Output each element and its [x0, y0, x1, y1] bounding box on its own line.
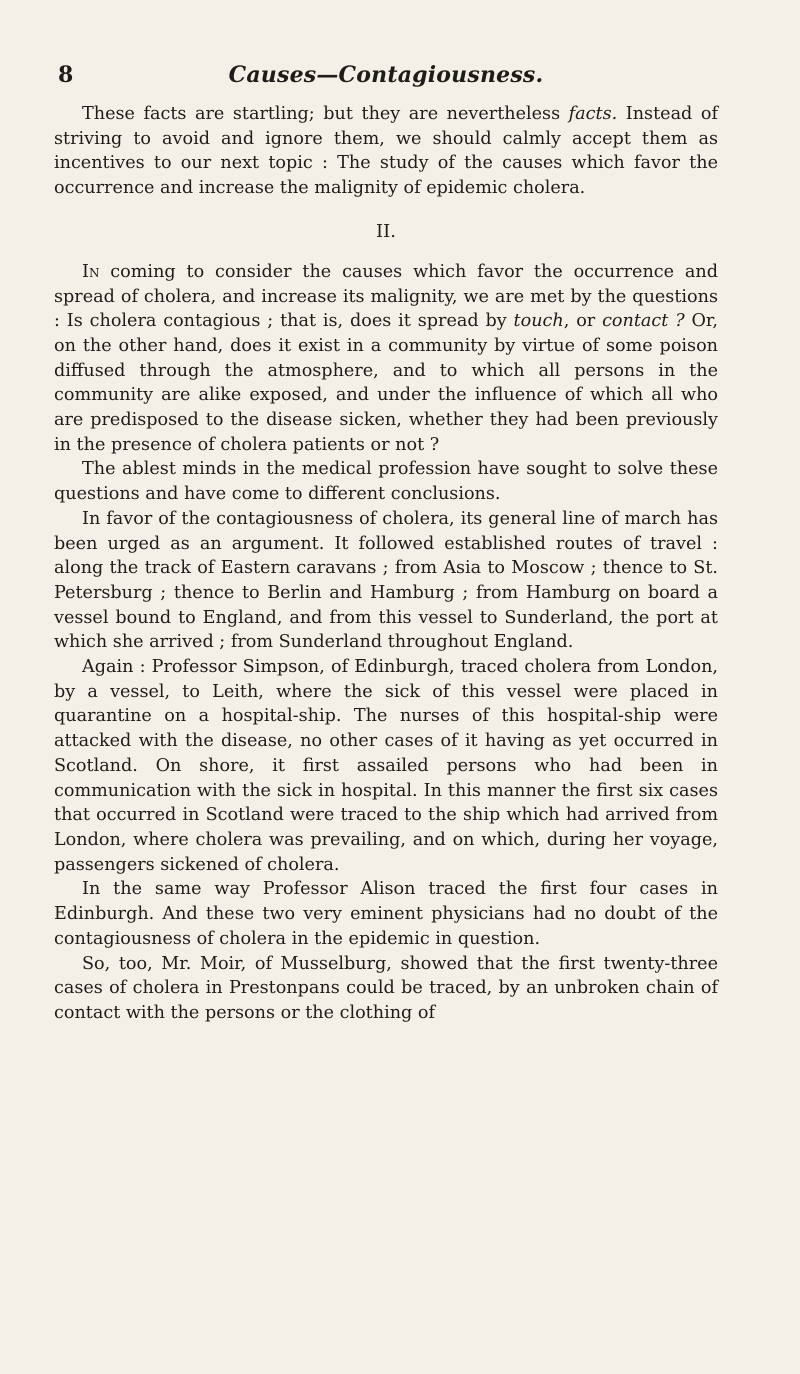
paragraph	[54, 457, 718, 506]
running-header	[54, 62, 718, 96]
text-run: coming to consider the causes which favor the occurrence and spread of cholera, and increase its malignity, we are met by the questions : Is cholera contagious ; that is, does it spread by	[54, 261, 718, 332]
text-block-after-section	[54, 260, 718, 1026]
text-run: So, too, Mr. Moir, of Musselburg, showed that the first twenty-three cases of cholera in Prestonpans could be traced, by an unbroken chain of contact with the persons or the clothing of	[54, 953, 718, 1023]
section-number: II.	[376, 220, 396, 242]
text-run: , or	[563, 311, 603, 332]
paragraph	[54, 260, 718, 458]
text-run: The ablest minds in the medical profession have sought to solve these questions and have come to different conclusions.	[54, 459, 718, 505]
text-block-before-section	[54, 102, 718, 201]
paragraph	[54, 952, 718, 1026]
text-run: touch	[513, 311, 564, 332]
paragraph	[54, 102, 718, 201]
text-run: facts.	[568, 104, 618, 124]
text-run: In the same way Professor Alison traced the first four cases in Edinburgh. And these two very eminent physicians had no doubt of the contagiousness of cholera in the epidemic in question.	[54, 879, 718, 949]
text-run: In	[82, 261, 100, 282]
text-run: Instead of striving to avoid and ignore them, we should calmly accept them as incentives to our next topic : The study of the causes which favor the occurrence and increase the malignity of epidemic cholera.	[54, 104, 718, 199]
text-run: contact ?	[602, 311, 685, 332]
page-number: 8	[58, 62, 74, 88]
paragraph	[54, 507, 718, 655]
text-run: In favor of the contagiousness of cholera, its general line of march has been urged as an argument. It followed established routes of travel : along the track of Eastern caravans ; from Asia to Moscow ; thence to St. Petersburg ; thence to Berlin and Hamburg ; from Hamburg on board a vessel bound to England, and from this vessel to Sunderland, the port at which she arrived ; from Sunderland throughout England.	[54, 508, 718, 653]
paragraph	[54, 655, 718, 877]
text-run: These facts are startling; but they are nevertheless	[82, 104, 569, 124]
text-run: Again : Professor Simpson, of Edinburgh, traced cholera from London, by a vessel, to Leith, where the sick of this vessel were placed in quarantine on a hospital-ship. The nurses of this hospital-ship were attacked with the disease, no other cases of it having as yet occurred in Scotland. On shore, it first assailed persons who had been in communication with the sick in hospital. In this manner the first six cases that occurred in Scotland were traced to the ship which had arrived from London, where cholera was prevailing, and on which, during her voyage, passengers sickened of cholera.	[54, 657, 718, 875]
paragraph	[54, 877, 718, 951]
running-title: Causes—Contagiousness.	[228, 62, 544, 88]
text-run: Or, on the other hand, does it exist in a community by virtue of some poison diffused through the atmosphere, and to which all persons in the community are alike exposed, and under the influence of which all who are predisposed to the disease sicken, whether they had been previously in the presence of cholera patients or not ?	[54, 311, 719, 455]
